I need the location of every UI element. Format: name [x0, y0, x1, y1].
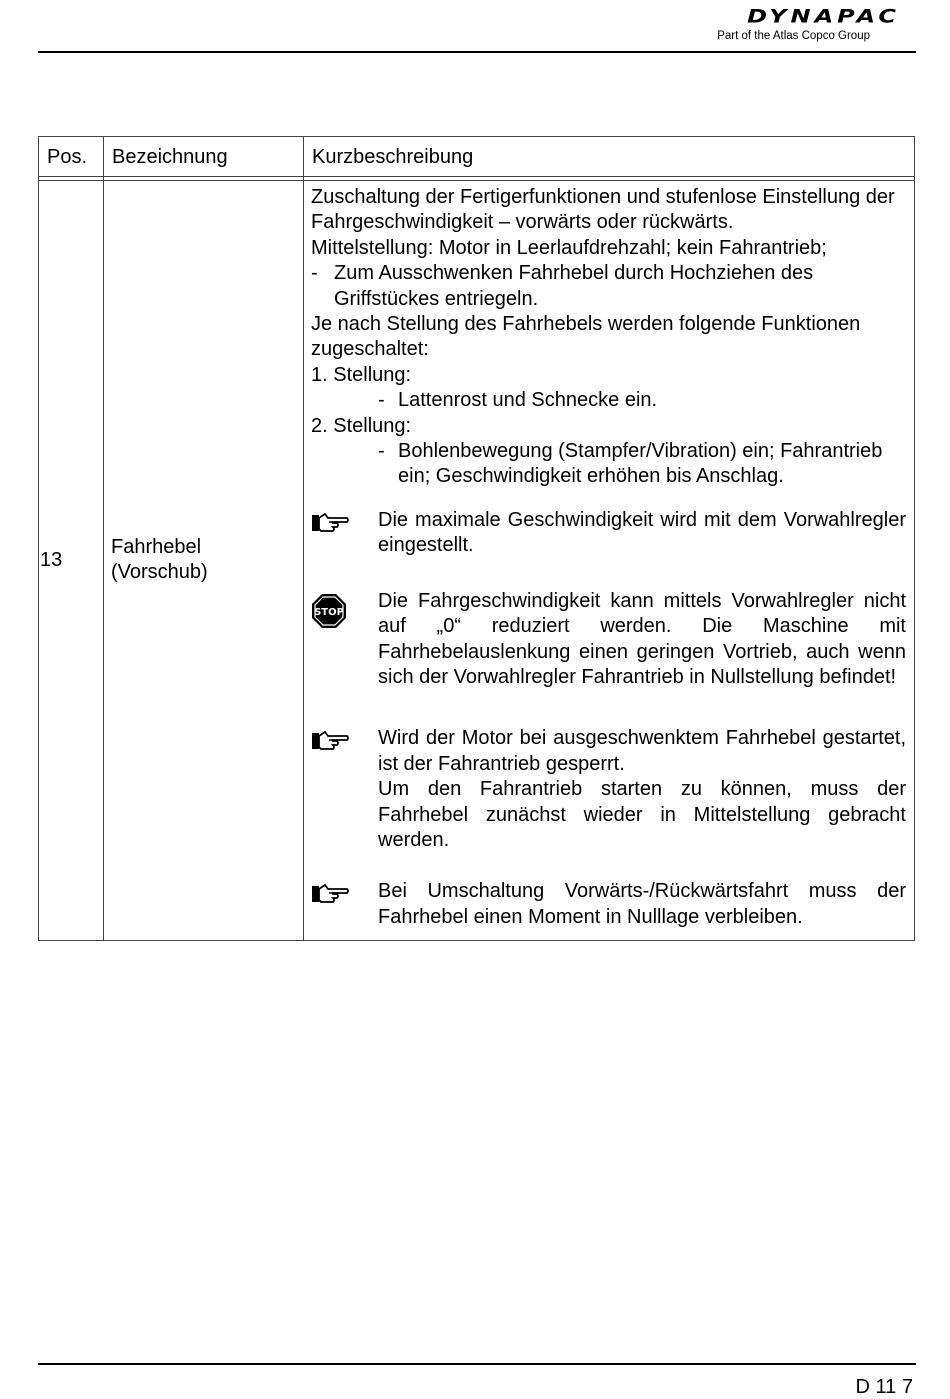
- dash-marker: -: [378, 440, 385, 463]
- spec-table: [38, 136, 915, 941]
- row-description: [304, 181, 915, 941]
- row-name: [104, 181, 304, 941]
- dash-marker: -: [378, 389, 385, 412]
- list-item: [311, 388, 906, 413]
- dash-marker: -: [311, 262, 318, 285]
- note-4: [311, 879, 906, 930]
- brand-logo: [680, 6, 900, 42]
- list-item: [311, 439, 906, 490]
- note-1: [311, 508, 906, 559]
- row-name-line2: (Vorschub): [111, 561, 208, 584]
- note-text: Die maximale Geschwindigkeit wird mit dem Vorwahlregler eingestellt.: [378, 508, 906, 557]
- header-rule: [38, 51, 916, 53]
- column-header-pos: Pos.: [39, 137, 104, 177]
- intro-text: Zuschaltung der Fertigerfunktionen und stufenlose Einstellung der Fahrgeschwindigkeit – vorwärts oder rückwärts.: [311, 186, 895, 234]
- stellung1-item: Lattenrost und Schnecke ein.: [398, 389, 658, 412]
- column-header-bezeichnung: Bezeichnung: [104, 137, 304, 177]
- stellung1-label: 1. Stellung:: [311, 363, 412, 386]
- table-row: [39, 181, 915, 941]
- column-header-kurzbeschreibung: Kurzbeschreibung: [304, 137, 915, 177]
- row-name-line1: Fahrhebel: [111, 536, 202, 559]
- page-number: D 11 7: [855, 1376, 913, 1398]
- stellung2-item: Bohlenbewegung (Stampfer/Vibration) ein; Fahrantrieb ein; Geschwindigkeit erhöhen bis Anschlag.: [398, 440, 883, 488]
- stop-sign-icon: [311, 589, 378, 691]
- pointing-hand-icon: [311, 508, 378, 559]
- note-text: Bei Umschaltung Vorwärts-/Rückwärtsfahrt muss der Fahrhebel einen Moment in Nulllage verbleiben.: [378, 880, 906, 928]
- brand-subtitle: Part of the Atlas Copco Group: [717, 30, 870, 42]
- mittelstellung-text: Mittelstellung: Motor in Leerlaufdrehzahl; kein Fahrantrieb;: [311, 236, 827, 259]
- list-item: [311, 261, 906, 312]
- row-pos: 13: [39, 181, 104, 941]
- note-2: [311, 589, 906, 691]
- stellung2-label: 2. Stellung:: [311, 414, 412, 437]
- table-header-row: [39, 137, 915, 177]
- note-text: Die Fahrgeschwindigkeit kann mittels Vorwahlregler nicht auf „0“ reduziert werden. Die Maschine mit Fahrhebelauslenkung einen geringen Vortrieb, auch wenn sich der Vorwahlregler Fahrantrieb in Nullstellung befindet!: [378, 589, 906, 688]
- ausschwenken-text: Zum Ausschwenken Fahrhebel durch Hochziehen des Griffstückes entriegeln.: [334, 262, 814, 310]
- note-text: Wird der Motor bei ausgeschwenktem Fahrhebel gestartet, ist der Fahrantrieb gesperrt.: [378, 727, 906, 775]
- footer-rule: [38, 1363, 916, 1365]
- brand-name: DYNAPAC: [747, 5, 900, 28]
- pointing-hand-icon: [311, 726, 378, 853]
- pointing-hand-icon: [311, 879, 378, 930]
- stop-label: STOP: [314, 606, 344, 618]
- note-text-group: [378, 726, 906, 853]
- je-nach-text: Je nach Stellung des Fahrhebels werden folgende Funktionen zugeschaltet:: [311, 313, 861, 361]
- note-text: Um den Fahrantrieb starten zu können, muss der Fahrhebel zunächst wieder in Mittelstellung gebracht werden.: [378, 778, 906, 851]
- note-3: [311, 726, 906, 853]
